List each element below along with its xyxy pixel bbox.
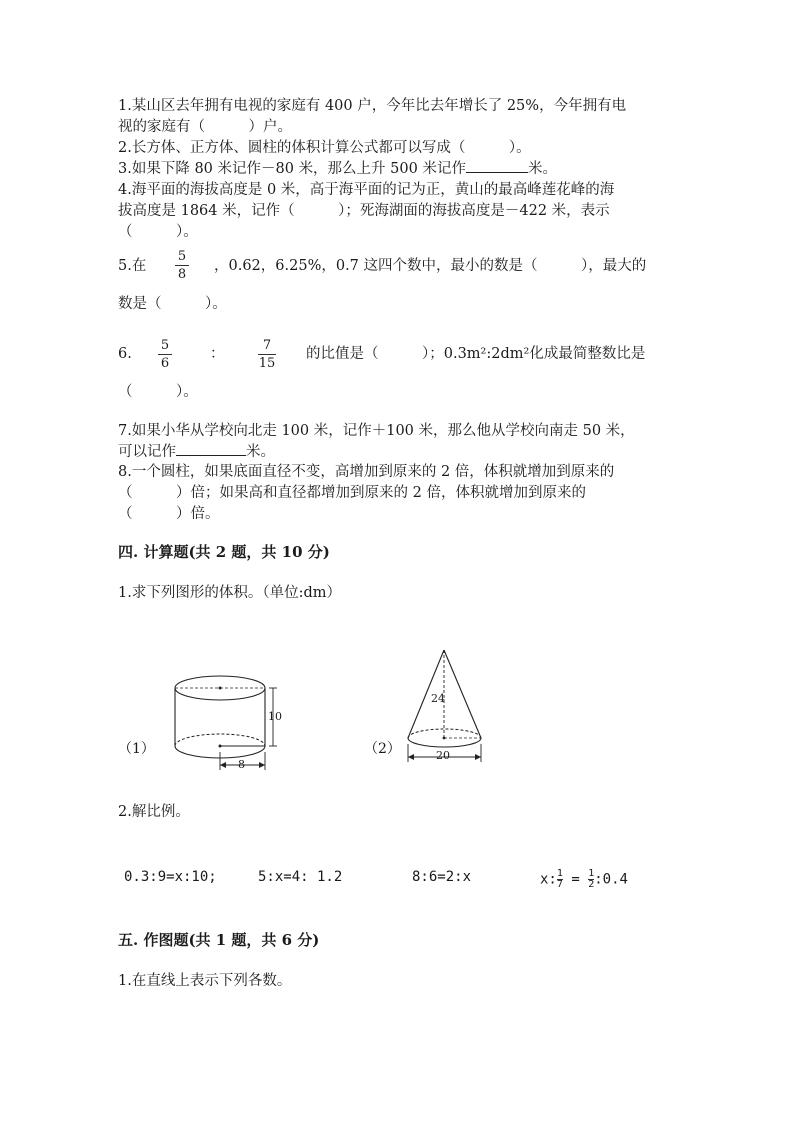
fraction-numerator: 5	[177, 249, 187, 264]
equals-sign: =	[571, 871, 580, 888]
question-6-line-2: （ ）。	[118, 384, 198, 400]
question-7-line-1: 7.如果小华从学校向北走 100 米，记作＋100 米，那么他从学校向南走 50 米，	[118, 423, 635, 439]
fraction-bar	[158, 354, 172, 355]
equation-3: 8:6=2:x	[412, 869, 472, 885]
question-3-text: 3.如果下降 80 米记作－80 米，那么上升 500 米记作	[118, 161, 466, 177]
fraction-bar	[258, 354, 276, 355]
ratio-colon: ：	[210, 346, 225, 362]
equation-1: 0.3:9=x:10;	[124, 869, 217, 885]
cylinder-radius-label: 8	[238, 758, 245, 771]
question-8-line-2: （ ）倍；如果高和直径都增加到原来的 2 倍，体积就增加到原来的	[118, 485, 586, 501]
question-4-line-3: （ ）。	[118, 224, 198, 240]
answer-blank	[176, 441, 246, 456]
question-5-line-2: 数是（ ）。	[118, 296, 227, 312]
question-3	[118, 158, 557, 179]
section-4-question-1: 1.求下列图形的体积。（单位:dm）	[118, 585, 342, 601]
figure-1-label: （1）	[118, 741, 155, 757]
fraction-5-8	[175, 249, 189, 282]
equation-4-prefix: x:	[540, 871, 557, 888]
fraction-5-6	[158, 338, 172, 371]
question-1-line-1: 1.某山区去年拥有电视的家庭有 400 户，今年比去年增长了 25%，今年拥有电	[118, 98, 627, 114]
fraction-1-7	[557, 869, 563, 890]
figure-2-label: （2）	[364, 741, 401, 757]
question-7-unit: 米。	[246, 444, 275, 460]
fraction-numerator: 1	[556, 868, 563, 879]
equation-4-suffix: :0.4	[594, 871, 628, 888]
question-3-unit: 米。	[527, 161, 557, 177]
question-7-line-2	[118, 441, 275, 462]
question-2: 2.长方体、正方体、圆柱的体积计算公式都可以写成（ ）。	[118, 140, 531, 156]
fraction-denominator: 6	[160, 356, 170, 371]
fraction-7-15	[258, 338, 276, 371]
question-8-line-1: 8.一个圆柱，如果底面直径不变，高增加到原来的 2 倍，体积就增加到原来的	[118, 464, 615, 480]
question-6-prefix: 6.	[118, 346, 132, 362]
fraction-denominator: 8	[177, 267, 187, 282]
fraction-denominator: 15	[258, 356, 276, 371]
section-5-question-1: 1.在直线上表示下列各数。	[118, 973, 292, 989]
fraction-denominator: 2	[588, 879, 595, 890]
question-8-line-3: （ ）倍。	[118, 506, 220, 522]
fraction-numerator: 1	[588, 868, 595, 879]
question-4-line-2: 拔高度是 1864 米，记作（ ）；死海湖面的海拔高度是－422 米，表示	[118, 203, 610, 219]
cylinder-height-label: 10	[268, 710, 282, 723]
equation-2: 5:x=4: 1.2	[258, 869, 343, 885]
cone-diameter-label: 20	[436, 749, 450, 762]
question-6-text: 的比值是（ ）；0.3m²:2dm²化成最简整数比是	[306, 346, 646, 362]
fraction-numerator: 5	[160, 338, 170, 353]
section-5-heading: 五. 作图题(共 1 题，共 6 分)	[118, 931, 320, 949]
equation-4	[540, 869, 628, 890]
fraction-bar	[175, 265, 189, 266]
fraction-denominator: 7	[556, 879, 563, 890]
section-4-heading: 四. 计算题(共 2 题，共 10 分)	[118, 543, 330, 561]
answer-blank	[466, 158, 528, 173]
question-5-text: ，0.62，6.25%，0.7 这四个数中，最小的数是（ ），最大的	[214, 258, 647, 274]
fraction-numerator: 7	[262, 338, 272, 353]
cone-height-label: 24	[431, 692, 445, 705]
question-1-line-2: 视的家庭有（ ）户。	[118, 119, 292, 135]
question-4-line-1: 4.海平面的海拔高度是 0 米，高于海平面的记为正，黄山的最高峰莲花峰的海	[118, 182, 615, 198]
section-4-question-2: 2.解比例。	[118, 804, 190, 820]
question-5-prefix: 5.在	[118, 258, 147, 274]
question-7-text: 可以记作	[118, 444, 176, 460]
